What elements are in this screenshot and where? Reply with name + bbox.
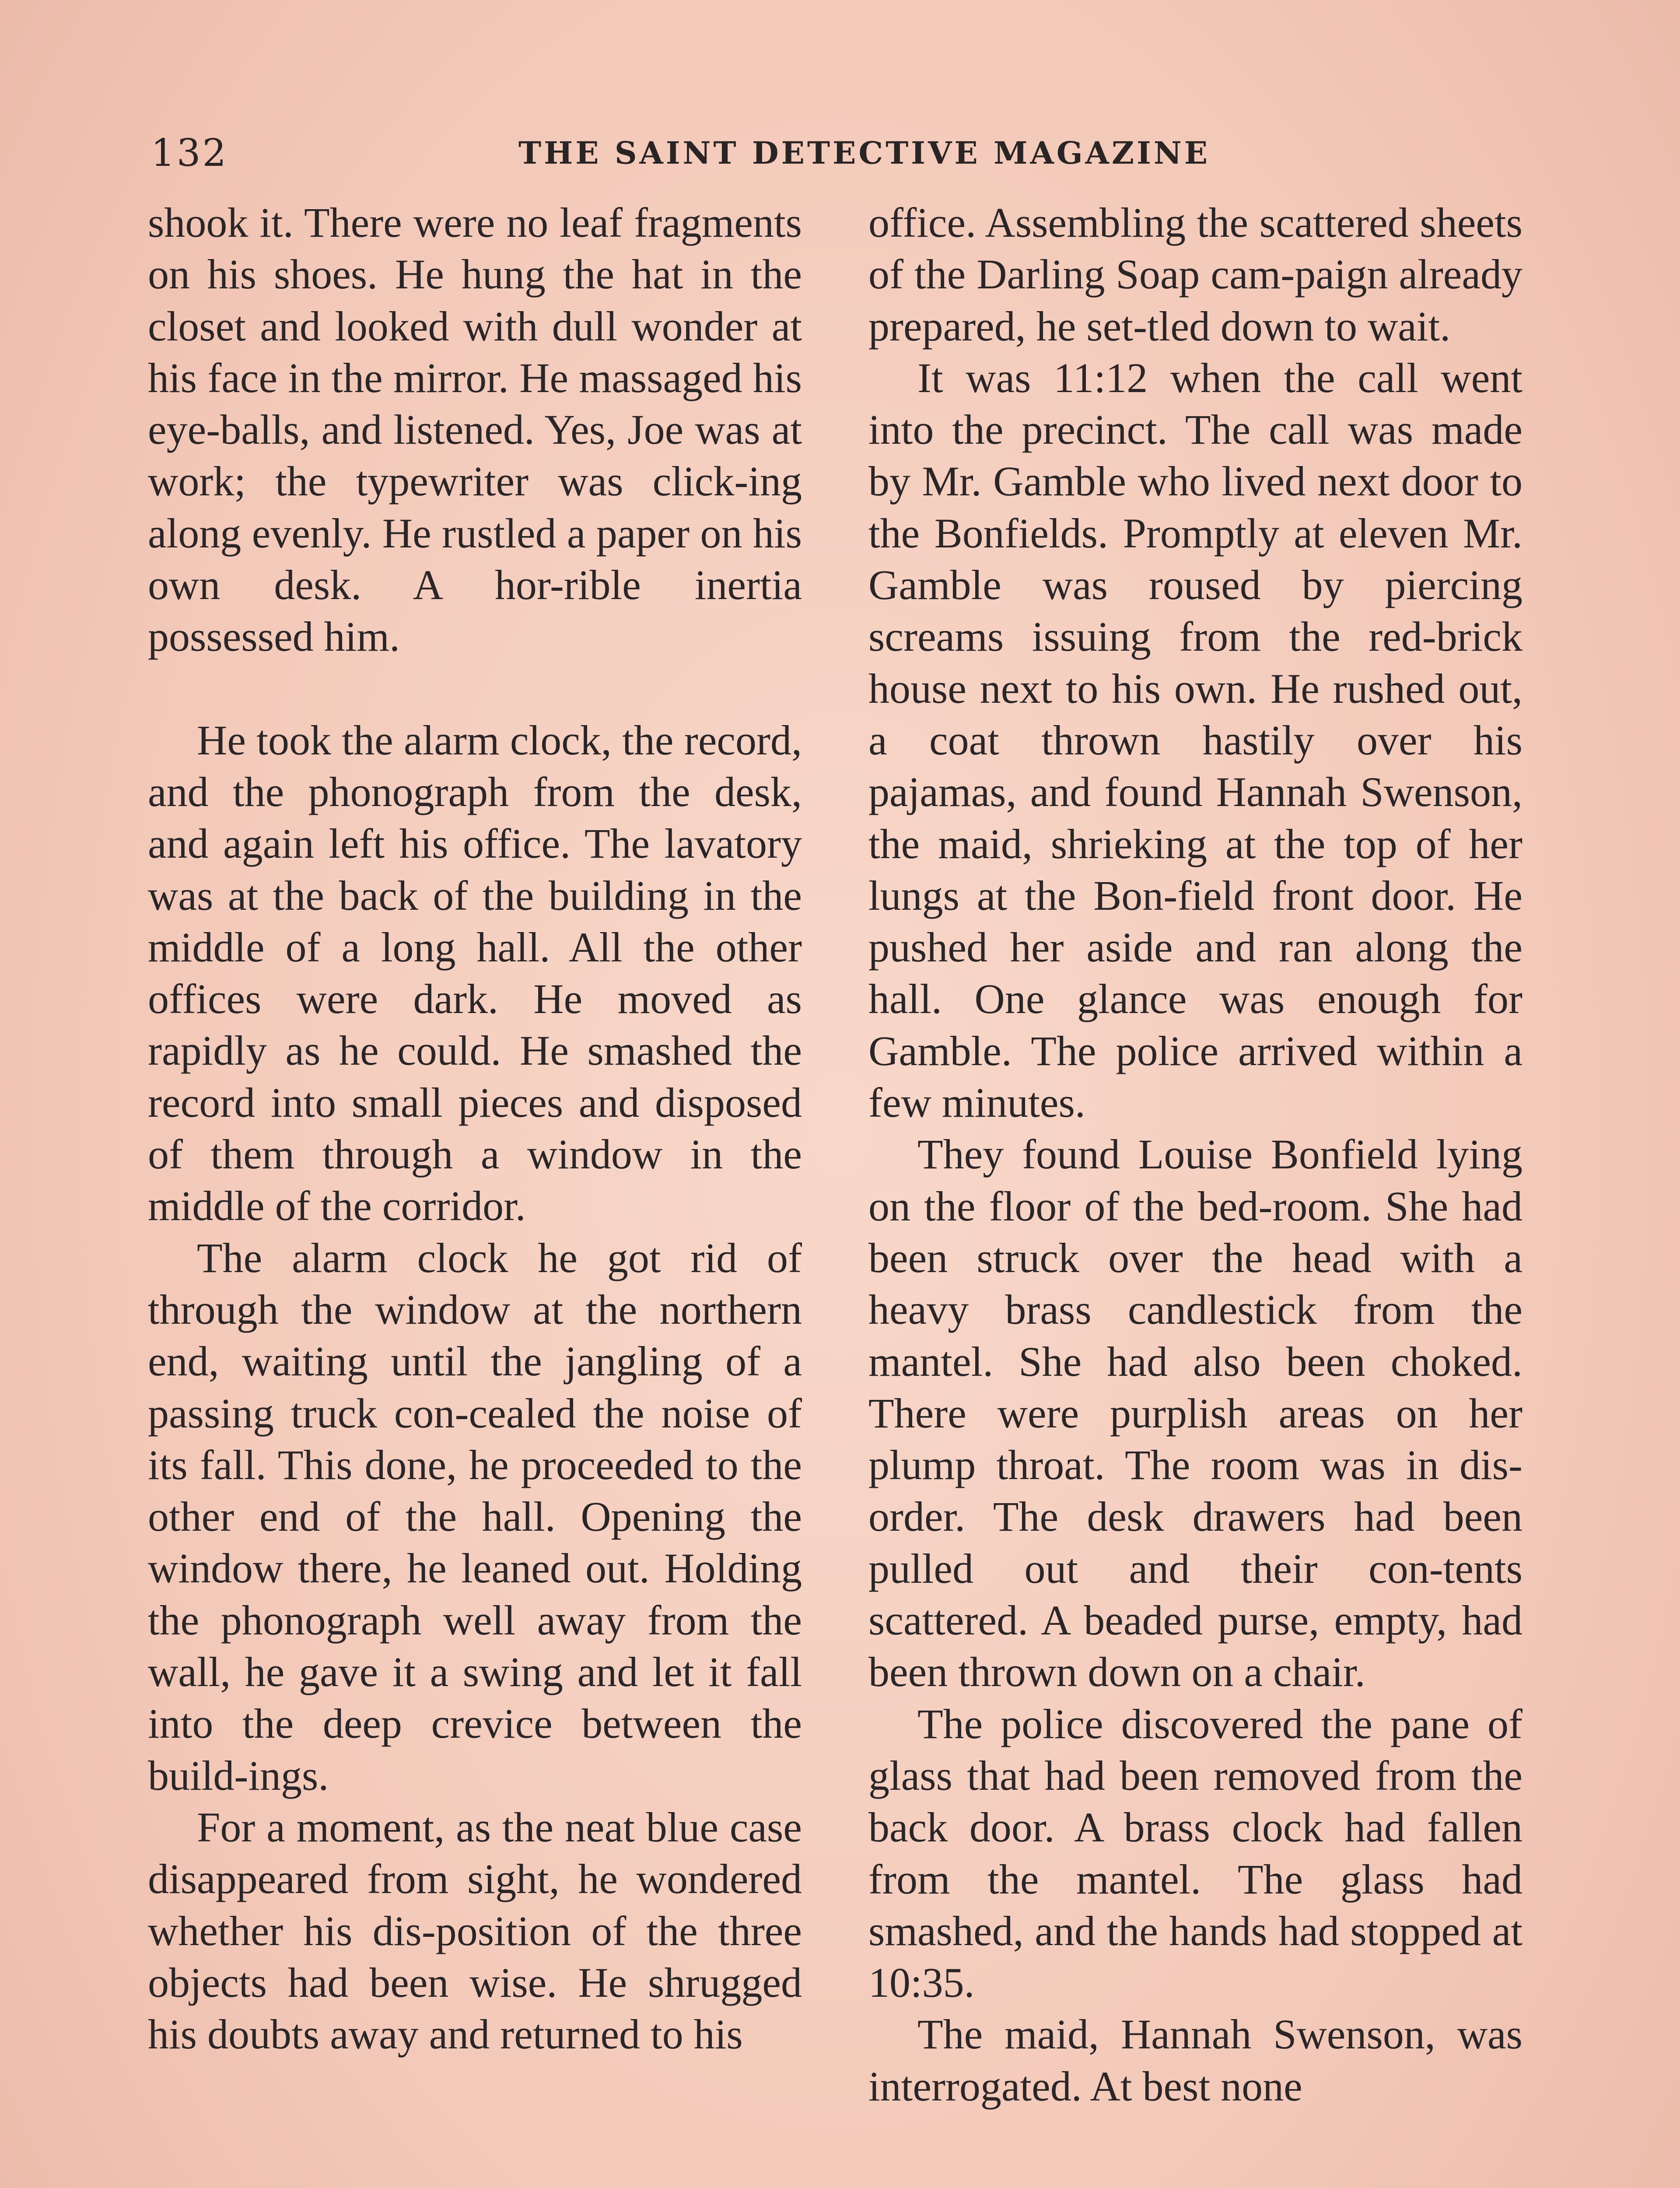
left-column <box>148 197 802 2060</box>
right-paragraph-4: The police discovered the pane of glass that had been removed from the back door. A brass clock had fallen from the mantel. The glass had smashed, and the hands had stopped at 10:35. <box>868 1700 1522 2006</box>
left-paragraph-4: For a moment, as the neat blue case disappeared from sight, he wondered whether his dis-position of the three objects had been wise. He shrugged his doubts away and returned to his <box>148 1803 802 2058</box>
right-paragraph-5: The maid, Hannah Swenson, was interrogated. At best none <box>868 2011 1522 2110</box>
right-paragraph-2: It was 11:12 when the call went into the precinct. The call was made by Mr. Gamble who lived next door to the Bonfields. Promptly at eleven Mr. Gamble was roused by piercing screams issuing from the red-brick house next to his own. He rushed out, a coat thrown hastily over his pajamas, and found Hannah Swenson, the maid, shrieking at the top of her lungs at the Bon-field front door. He pushed her aside and ran along the hall. One glance was enough for Gamble. The police arrived within a few minutes. <box>868 354 1522 1126</box>
right-paragraph-3: They found Louise Bonfield lying on the floor of the bed-room. She had been struck over the head with a heavy brass candlestick from the mantel. She had also been choked. There were purplish areas on her plump throat. The room was in dis-order. The desk drawers had been pulled out and their con-tents scattered. A beaded purse, empty, had been thrown down on a chair. <box>868 1131 1522 1696</box>
left-paragraph-3: The alarm clock he got rid of through the window at the northern end, waiting until the jangling of a passing truck con-cealed the noise of its fall. This done, he proceeded to the other end of the hall. Opening the window there, he leaned out. Holding the phonograph well away from the wall, he gave it a swing and let it fall into the deep crevice between the build-ings. <box>148 1234 802 1799</box>
left-paragraph-1: shook it. There were no leaf fragments on his shoes. He hung the hat in the closet and looked with dull wonder at his face in the mirror. He massaged his eye-balls, and listened. Yes, Joe was at work; the typewriter was click-ing along evenly. He rustled a paper on his own desk. A hor-rible inertia possessed him. <box>148 199 802 660</box>
page-number: 132 <box>151 131 228 175</box>
right-paragraph-1: office. Assembling the scattered sheets of the Darling Soap cam-paign already prepared, he set-tled down to wait. <box>868 199 1522 350</box>
running-title: THE SAINT DETECTIVE MAGAZINE <box>518 135 1211 171</box>
right-column <box>868 197 1522 2112</box>
page-header <box>0 131 1680 179</box>
left-paragraph-2: He took the alarm clock, the record, and the phonograph from the desk, and again left his office. The lavatory was at the back of the building in the middle of a long hall. All the other offices were dark. He moved as rapidly as he could. He smashed the record into small pieces and disposed of them through a window in the middle of the corridor. <box>148 716 802 1230</box>
